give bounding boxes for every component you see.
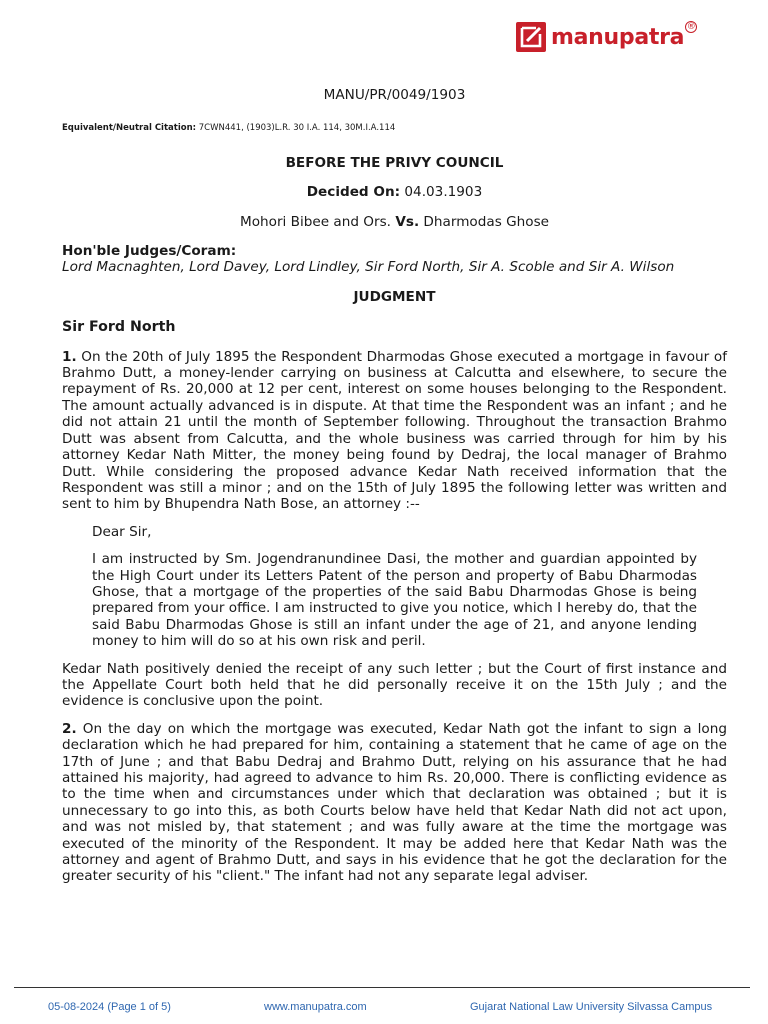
paragraph-2 bbox=[62, 721, 727, 885]
equivalent-citation-label: Equivalent/Neutral Citation: bbox=[62, 123, 197, 134]
equivalent-citation bbox=[62, 120, 727, 136]
paragraph-2-text: On the day on which the mortgage was executed, Kedar Nath got the infant to sign a long declaration which he had prepared for him, containing a statement that he came of age on the 17th of June ; and that Babu Dedraj and Brahmo Dutt, relying on his assurance that he had attained his majority, had agreed to advance to him Rs. 20,000. There is conflicting evidence as to the time when and circumstances under which that declaration was obtained ; but it is unnecessary to go into this, as both Courts below have held that Kedar Nath did not act upon, and was not misled by, that statement ; and was fully aware at the time the mortgage was executed of the minority of the Respondent. It may be added here that Kedar Nath was the attorney and agent of Brahmo Dutt, and says in his evidence that he got the declaration for the greater security of his "client." The infant had not any separate legal adviser. bbox=[62, 720, 727, 885]
case-parties bbox=[62, 214, 727, 230]
respondent: Dharmodas Ghose bbox=[419, 213, 550, 230]
judgment-heading: JUDGMENT bbox=[353, 288, 436, 305]
judgment-author: Sir Ford North bbox=[62, 319, 176, 336]
footer-date-page: 05-08-2024 (Page 1 of 5) bbox=[48, 1001, 171, 1013]
paragraph-1-text: On the 20th of July 1895 the Respondent Dharmodas Ghose executed a mortgage in favour of Brahmo Dutt, a money-lender carrying on business at Calcutta and elsewhere, to secure the repayment of Rs. 20,000 at 12 per cent, interest on some houses belonging to the Respondent. The amount actually advanced is in dispute. At that time the Respondent was an infant ; and he did not attain 21 until the month of September following. Throughout the transaction Brahmo Dutt was absent from Calcutta, and the whole business was carried through for him by his attorney Kedar Nath Mitter, the money being found by Dedraj, the local manager of Brahmo Dutt. While considering the proposed advance Kedar Nath received information that the Respondent was still a minor ; and on the 15th of July 1895 the following letter was written and sent to him by Bhupendra Nath Bose, an attorney :-- bbox=[62, 348, 727, 513]
paragraph-1-number: 1. bbox=[62, 348, 77, 365]
manupatra-logo bbox=[516, 22, 697, 52]
logo-text: manupatra bbox=[551, 24, 685, 50]
letter-body: I am instructed by Sm. Jogendranundinee Dasi, the mother and guardian appointed by the High Court under its Letters Patent of the person and property of Babu Dharmodas Ghose, that a mortgage of the properties of the said Babu Dharmodas Ghose is being prepared from your office. I am instructed to give you notice, which I hereby do, that the said Babu Dharmodas Ghose is still an infant under the age of 21, and anyone lending money to him will do so at his own risk and peril. bbox=[92, 551, 697, 650]
letter-salutation: Dear Sir, bbox=[92, 523, 152, 540]
document-body bbox=[62, 87, 727, 896]
registered-mark: ® bbox=[686, 22, 696, 32]
footer-divider bbox=[14, 987, 750, 988]
decided-on-date: 04.03.1903 bbox=[400, 184, 483, 201]
decided-on-label: Decided On: bbox=[306, 184, 401, 201]
judges-list: Lord Macnaghten, Lord Davey, Lord Lindley, Sir Ford North, Sir A. Scoble and Sir A. Wilson bbox=[62, 259, 675, 276]
paragraph-1 bbox=[62, 349, 727, 513]
decided-on bbox=[62, 184, 727, 200]
versus: Vs. bbox=[395, 213, 420, 230]
footer-campus: Gujarat National Law University Silvassa Campus bbox=[470, 1001, 713, 1013]
appellant: Mohori Bibee and Ors. bbox=[239, 213, 396, 230]
paragraph-kedar: Kedar Nath positively denied the receipt of any such letter ; but the Court of first instance and the Appellate Court both held that he did personally receive it on the 15th July ; and the evidence is conclusive upon the point. bbox=[62, 660, 727, 710]
court-name: BEFORE THE PRIVY COUNCIL bbox=[285, 154, 504, 171]
equivalent-citation-value: 7CWN441, (1903)L.R. 30 I.A. 114, 30M.I.A.114 bbox=[196, 123, 396, 134]
quoted-letter bbox=[92, 524, 697, 650]
judges-heading: Hon'ble Judges/Coram: bbox=[62, 243, 237, 260]
manupatra-logo-icon bbox=[516, 22, 546, 52]
paragraph-2-number: 2. bbox=[62, 720, 77, 737]
footer-website-link[interactable]: www.manupatra.com bbox=[264, 1001, 367, 1013]
manu-citation: MANU/PR/0049/1903 bbox=[323, 87, 466, 103]
